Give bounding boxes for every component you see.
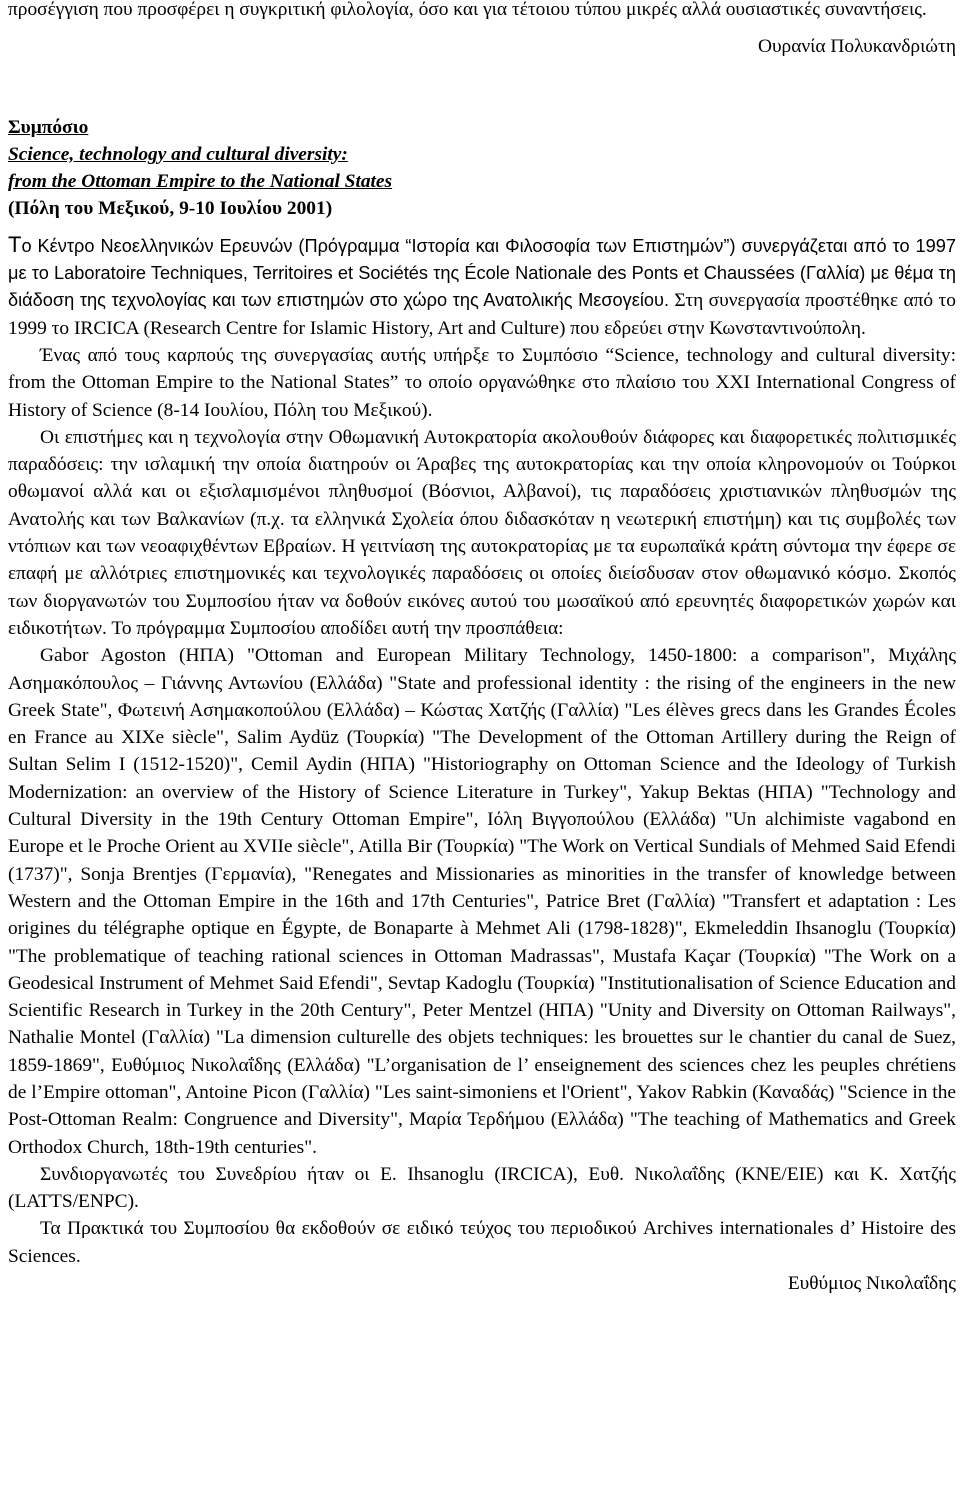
paragraph-organizers: Συνδιοργανωτές του Συνεδρίου ήταν οι E. Ihsanoglu (IRCICA), Ευθ. Νικολαΐδης (ΚΝΕ/ΕΙΕ) και Κ. Χατζής (LATTS/ENPC). <box>8 1163 956 1213</box>
author-signature: Ουρανία Πολυκανδριώτη <box>757 36 956 58</box>
author-signature-2: Ευθύμιος Νικολαΐδης <box>787 1273 956 1295</box>
symposium-heading <box>8 114 956 223</box>
intro-sans-text: ο Κέντρο Νεοελληνικών Ερευνών (Πρόγραμμα “Ιστορία και Φιλοσοφία των Επιστημών”) συνεργάζεται από το 1997 με το Laboratoire Techniques, Territoires et Sociétés της École Nationale des Ponts et Chaussées (Γαλλία) με θέμα τη διάδοση της τεχνολογίας και των επιστημών στο χώρο της Ανατολικής Μεσογείου. <box>8 235 956 311</box>
paragraph-sciences-ottoman: Οι επιστήμες και η τεχνολογία στην Οθωμανική Αυτοκρατορία ακολουθούν διάφορες και διαφορετικές πολιτισμικές παραδόσεις: την ισλαμική την οποία διατηρούν οι Άραβες της αυτοκρατορίας και την οποία κληρονομούν οι Τούρκοι οθωμανοί αλλά και οι εξισλαμισμένοι πληθυσμοί (Βόσνιοι, Αλβανοί), τις παραδόσεις χριστιανικών πληθυσμών της Ανατολής και των Βαλκανίων (π.χ. τα ελληνικά Σχολεία όπου διδασκόταν η νεωτερική επιστήμη) και τις συμβολές των ντόπιων και των νεοαφιχθέντων Εβραίων. Η γειτνίαση της αυτοκρατορίας με τα ευρωπαϊκά κράτη σύντομα την έφερε σε επαφή με αλλότριες επιστημονικές και τεχνολογικές παραδόσεις οι οποίες διείσδυσαν στον οθωμανικό κόσμο. Σκοπός των διοργανωτών του Συμποσίου ήταν να δοθούν εικόνες αυτού του μωσαϊκού από ερευνητές διαφορετικών χωρών και ειδικοτήτων. Το πρόγραμμα Συμποσίου αποδίδει αυτή την προσπάθεια: <box>8 426 956 639</box>
intro-dropcap: Τ <box>8 231 22 257</box>
symposium-label: Συμπόσιο <box>8 116 89 138</box>
document-page <box>8 0 956 1297</box>
symposium-title-line-1: Science, technology and cultural diversity: <box>8 143 348 165</box>
symposium-title-line-2: from the Ottoman Empire to the National States <box>8 171 393 193</box>
paragraph-program-list: Gabor Agoston (ΗΠΑ) "Ottoman and European Military Technology, 1450-1800: a comparison", Μιχάλης Ασημακόπουλος – Γιάννης Αντωνίου (Ελλάδα) "State and professional identity : the rising of the engineers in the new Greek State", Φωτεινή Ασημακοπούλου (Ελλάδα) – Κώστας Χατζής (Γαλλία) "Les élèves grecs dans les Grandes Écoles en France au XIXe siècle", Salim Aydüz (Τουρκία) "The Development of the Ottoman Artillery during the Reign of Sultan Selim I (1512-1520)", Cemil Aydin (ΗΠΑ) "Historiography on Ottoman Science and the Ideology of Turkish Modernization: an overview of the History of Science Literature in Turkey", Yakup Bektas (ΗΠΑ) "Technology and Cultural Diversity in the 19th Century Ottoman Empire", Ιόλη Βιγγοπούλου (Ελλάδα) "Un alchimiste vagabond en Europe et le Proche Orient au XVIIe siècle", Atilla Bir (Τουρκία) "The Work on Vertical Sundials of Mehmed Said Efendi (1737)", Sonja Brentjes (Γερμανία), "Renegates and Missionaries as minorities in the transfer of knowledge between Western and the Ottoman Empire in the 16th and 17th Centuries", Patrice Bret (Γαλλία) "Transfert et adaptation : Les origines du télégraphe optique en Égypte, de Bonaparte à Mehmet Ali (1798-1828)", Ekmeleddin Ihsanoglu (Τουρκία) "The problematique of teaching rational sciences in Ottoman Madrassas", Mustafa Kaçar (Τουρκία) "The Work on a Geodesical Instrument of Mehmet Said Efendi", Sevtap Kadoglu (Τουρκία) "Institutionalisation of Science Education and Scientific Research in Turkey in the 20th Century", Peter Mentzel (ΗΠΑ) "Unity and Diversity on Ottoman Railways", Nathalie Montel (Γαλλία) "La dimension culturelle des objets techniques: les brouettes sur le chantier du canal de Suez, 1859-1869", Ευθύμιος Νικολαΐδης (Ελλάδα) "L’organisation de l’ enseignement des sciences chez les peuples chrétiens de l’Empire ottoman", Antoine Picon (Γαλλία) "Les saint-simoniens et l'Orient", Yakov Rabkin (Καναδάς) "Science in the Post-Ottoman Realm: Congruence and Diversity", Μαρία Τερδήμου (Ελλάδα) "The teaching of Mathematics and Greek Orthodox Church, 18th-19th centuries". <box>8 645 956 1158</box>
paragraph-symposium-origin: Ένας από τους καρπούς της συνεργασίας αυτής υπήρξε το Συμπόσιο “Science, technology and cultural diversity: from the Ottoman Empire to the National States” το οποίο οργανώθηκε στο πλαίσιο του XXI International Congress of History of Science (8-14 Ιουλίου, Πόλη του Μεξικού). <box>8 344 956 421</box>
symposium-place-date: (Πόλη του Μεξικού, 9-10 Ιουλίου 2001) <box>8 198 333 220</box>
paragraph-proceedings: Τα Πρακτικά του Συμποσίου θα εκδοθούν σε ειδικό τεύχος του περιοδικού Archives internationales d’ Histoire des Sciences. <box>8 1218 956 1267</box>
intro-serif-text: Στη συνεργασία προστέθηκε από το 1999 το IRCICA (Research Centre for Islamic History, Art and Culture) που εδρεύει στην Κωνσταντινούπολη. <box>8 290 956 339</box>
previous-article-ending: προσέγγιση που προσφέρει η συγκριτική φιλολογία, όσο και για τέτοιου τύπου μικρές αλλά ουσιαστικές συναντήσεις. <box>8 0 927 20</box>
intro-paragraph <box>8 231 956 342</box>
